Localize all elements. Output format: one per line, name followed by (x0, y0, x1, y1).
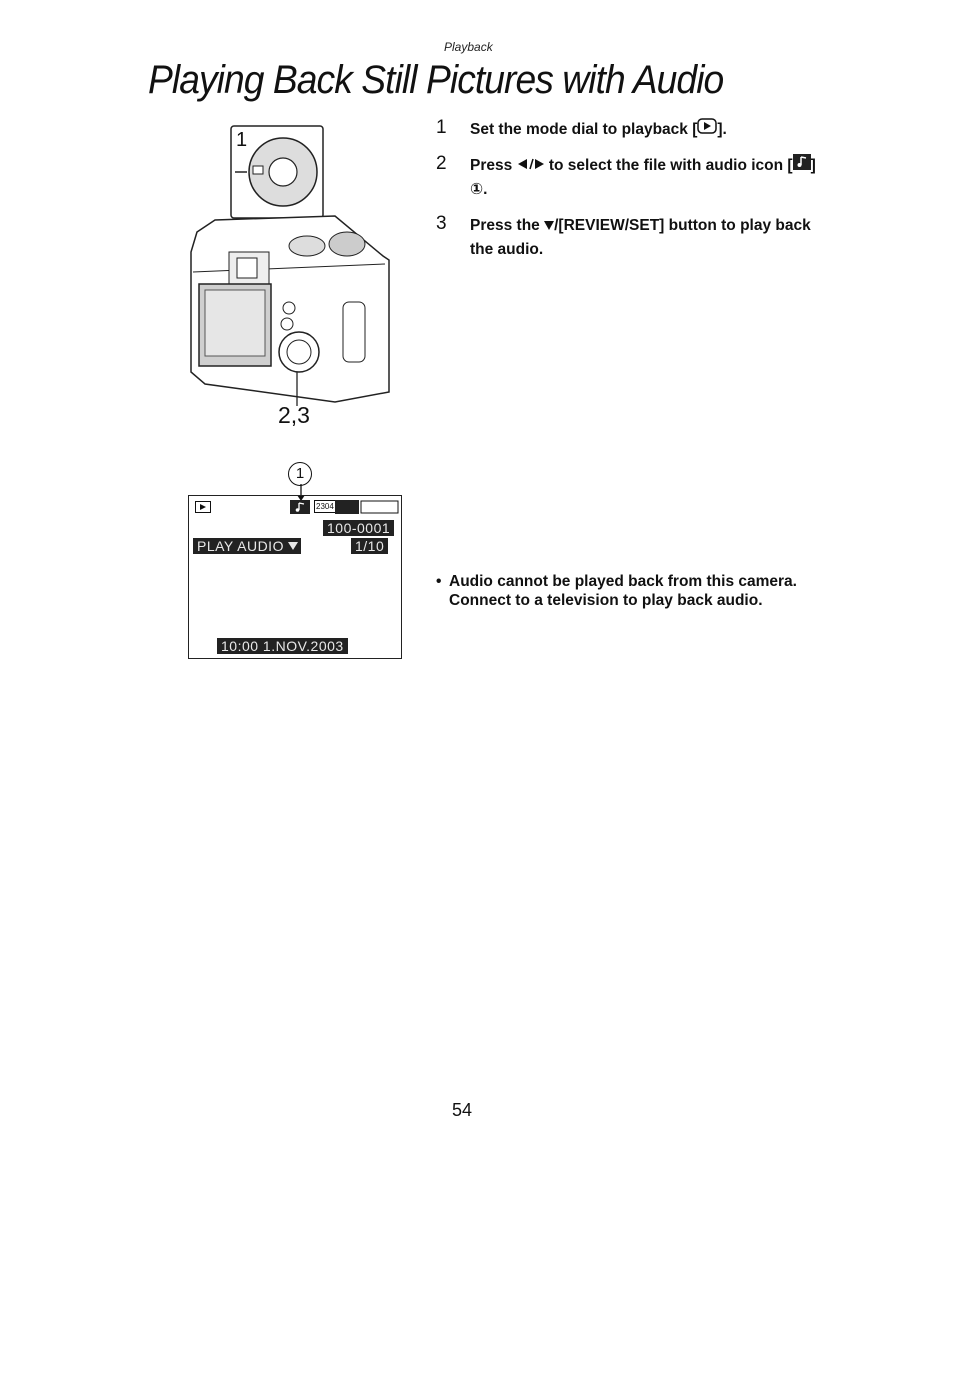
note-bullet: • (436, 573, 442, 590)
audio-icon (793, 154, 811, 178)
step-text-end: ] ①. (470, 157, 816, 199)
steps-list (436, 118, 816, 274)
file-number: 100-0001 (323, 520, 394, 536)
down-arrow-icon (544, 214, 554, 238)
step-2 (436, 154, 816, 202)
left-right-arrow-icon (517, 154, 545, 178)
section-label: Playback (444, 40, 493, 54)
page-number: 54 (452, 1100, 473, 1120)
image-size-icon: 2304 (316, 502, 334, 511)
lcd-screen (188, 495, 402, 659)
audio-note (436, 572, 809, 610)
callout-2-3-label: 2,3 (278, 402, 310, 428)
playback-mode-icon (195, 500, 211, 518)
step-text: Press the (470, 217, 545, 235)
page-title: Playing Back Still Pictures with Audio (148, 58, 724, 102)
lcd-audio-icon (290, 500, 310, 519)
step-text-middle: to select the file with audio icon [ (544, 157, 793, 175)
date-time: 10:00 1.NOV.2003 (217, 638, 348, 654)
step-number: 2 (436, 153, 447, 175)
note-text: Audio cannot be played back from this camera. Connect to a television to play back audio. (449, 573, 797, 609)
frame-count: 1/10 (351, 538, 388, 554)
play-audio-down-arrow-icon (285, 538, 301, 559)
step-number: 1 (436, 117, 447, 138)
step-1 (436, 118, 816, 142)
callout-circle-1: 1 (288, 462, 312, 486)
quality-icon (335, 500, 399, 519)
callout-1-label: 1 (236, 129, 248, 151)
playback-icon (697, 118, 717, 142)
play-audio-label: PLAY AUDIO (193, 538, 288, 554)
step-text-end: /[REVIEW/SET] button to play back the audio. (470, 217, 811, 259)
step-text-end: ]. (717, 121, 727, 139)
step-number: 3 (436, 213, 447, 235)
step-text: Set the mode dial to playback [ (470, 121, 698, 139)
step-3 (436, 214, 816, 262)
step-text: Press (470, 157, 517, 175)
camera-illustration (185, 122, 395, 407)
